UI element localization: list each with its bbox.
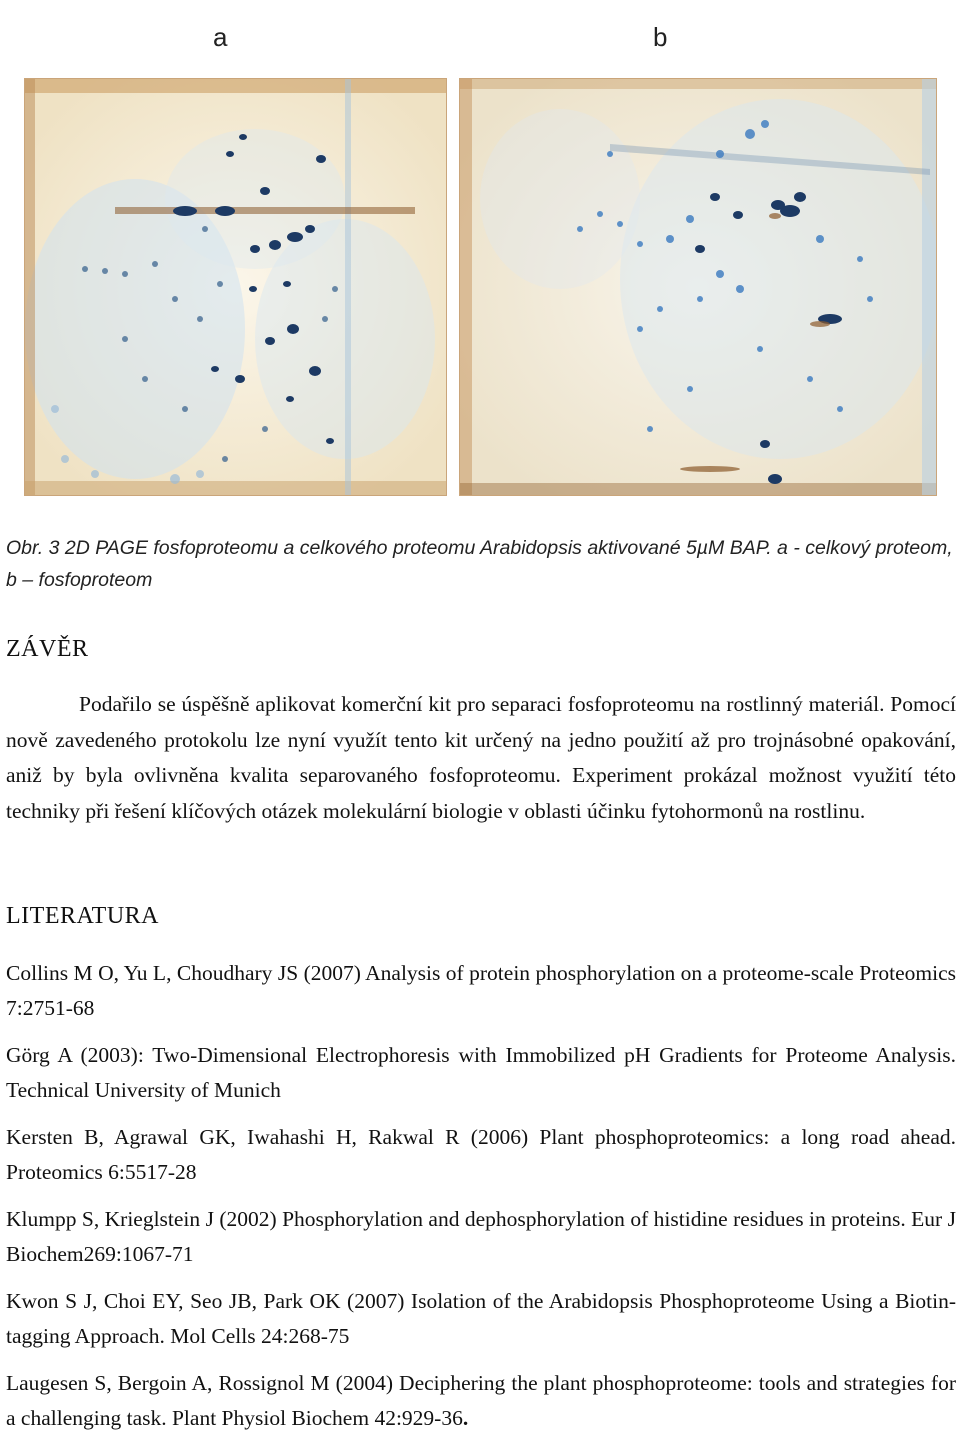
reference-item: Görg A (2003): Two-Dimensional Electrophoresis with Immobilized pH Gradients for Proteome Analysis. Technical University of Munich xyxy=(6,1043,956,1102)
reference-item: Kwon S J, Choi EY, Seo JB, Park OK (2007) Isolation of the Arabidopsis Phosphoproteome Using a Biotin-tagging Approach. Mol Cells 24:268-75 xyxy=(6,1289,956,1348)
conclusion-paragraph xyxy=(6,687,956,829)
conclusion-text: Podařilo se úspěšně aplikovat komerční kit pro separaci fosfoproteomu na rostlinný materiál. Pomocí nově zavedeného protokolu lze nyní využít tento kit určený na jedno použití až pro trojnásobné opakování, aniž by byla ovlivněna kvalita separovaného fosfoproteomu. Experiment prokázal možnost využití této techniky při řešení klíčových otázek molekulární biologie v oblasti účinku fytohormonů na rostlinu. xyxy=(6,692,956,823)
reference-text: Laugesen S, Bergoin A, Rossignol M (2004) Deciphering the plant phosphoproteome: tools and strategies for a challenging task. Plant Physiol Biochem 42:929-36 xyxy=(6,1371,956,1430)
gel-image-phosphoproteome xyxy=(459,78,937,496)
literature-heading: LITERATURA xyxy=(6,903,159,929)
reference-end-mark: . xyxy=(462,1405,469,1430)
conclusion-heading: ZÁVĚR xyxy=(6,636,89,662)
figure-panel-a-label: a xyxy=(213,22,228,52)
reference-item: Kersten B, Agrawal GK, Iwahashi H, Rakwal R (2006) Plant phosphoproteomics: a long road ahead. Proteomics 6:5517-28 xyxy=(6,1125,956,1184)
figure-caption: Obr. 3 2D PAGE fosfoproteomu a celkového proteomu Arabidopsis aktivované 5µM BAP. a - celkový proteom, b – fosfoproteom xyxy=(6,537,953,591)
reference-list xyxy=(6,956,956,1448)
reference-item-last xyxy=(6,1366,956,1435)
figure-panel-b-label: b xyxy=(653,22,668,52)
reference-item: Collins M O, Yu L, Choudhary JS (2007) Analysis of protein phosphorylation on a proteome-scale Proteomics 7:2751-68 xyxy=(6,961,956,1020)
gel-image-total-proteome xyxy=(24,78,447,496)
reference-item: Klumpp S, Krieglstein J (2002) Phosphorylation and dephosphorylation of histidine residues in proteins. Eur J Biochem269:1067-71 xyxy=(6,1207,956,1266)
